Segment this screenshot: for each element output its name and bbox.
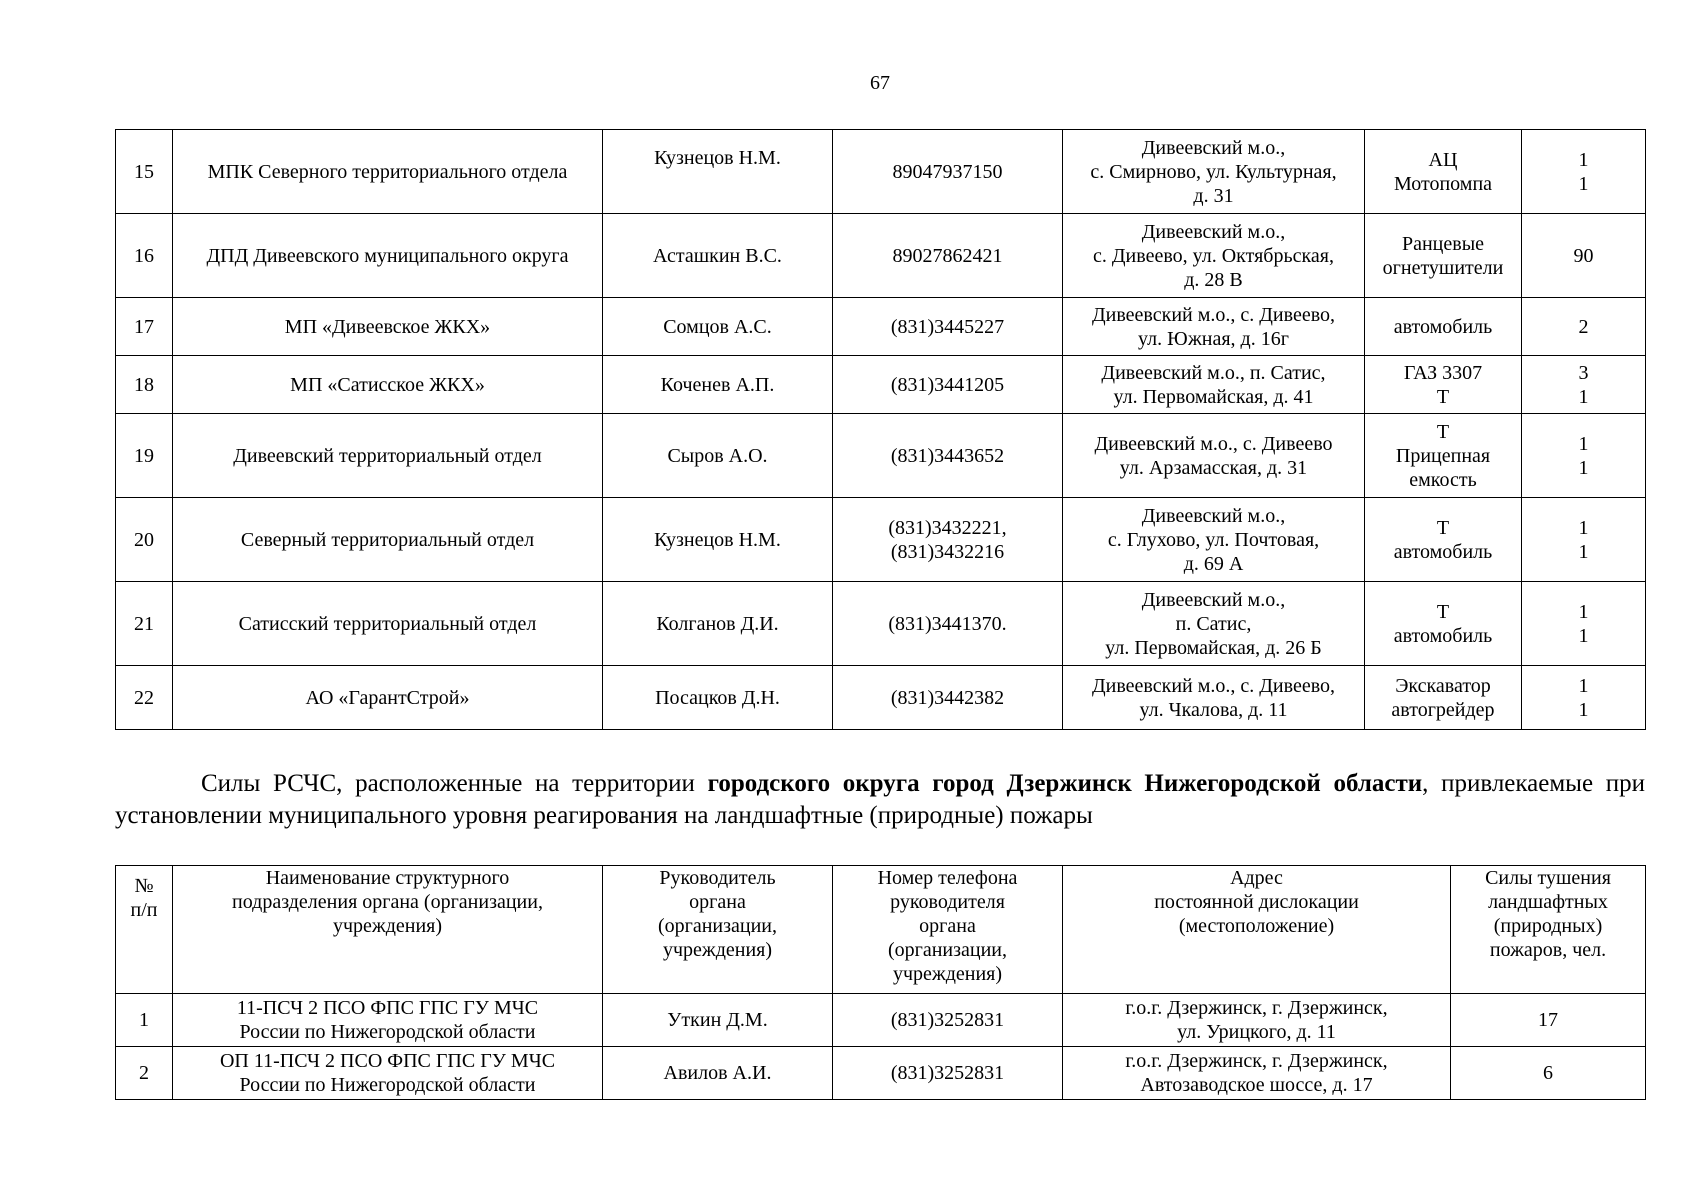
paragraph-text-start: Силы РСЧС, расположенные на территории <box>201 770 708 797</box>
row-number: 21 <box>116 582 173 666</box>
forces-count: 17 <box>1451 994 1646 1047</box>
address: г.о.г. Дзержинск, г. Дзержинск, ул. Урицкого, д. 11 <box>1063 994 1451 1047</box>
table-row <box>116 414 1646 498</box>
quantity: 2 <box>1522 298 1646 356</box>
organization-name: Северный территориальный отдел <box>173 498 603 582</box>
phone: 89027862421 <box>833 214 1063 298</box>
equipment: ГАЗ 3307 Т <box>1365 356 1522 414</box>
table-row <box>116 582 1646 666</box>
phone: (831)3445227 <box>833 298 1063 356</box>
header-forces: Силы тушения ландшафтных (природных) пожаров, чел. <box>1451 866 1646 994</box>
row-number: 18 <box>116 356 173 414</box>
table-row <box>116 994 1646 1047</box>
table-row <box>116 298 1646 356</box>
phone: 89047937150 <box>833 130 1063 214</box>
head-name: Асташкин В.С. <box>603 214 833 298</box>
address: Дивеевский м.о., с. Глухово, ул. Почтовая, д. 69 А <box>1063 498 1365 582</box>
header-address: Адрес постоянной дислокации (местоположение) <box>1063 866 1451 994</box>
section-paragraph <box>115 768 1645 832</box>
quantity: 1 1 <box>1522 666 1646 730</box>
equipment: Т автомобиль <box>1365 582 1522 666</box>
head-name: Колганов Д.И. <box>603 582 833 666</box>
head-name: Кузнецов Н.М. <box>603 130 833 214</box>
phone: (831)3252831 <box>833 1047 1063 1100</box>
table-row <box>116 130 1646 214</box>
equipment: автомобиль <box>1365 298 1522 356</box>
table-row <box>116 1047 1646 1100</box>
equipment: Т Прицепная емкость <box>1365 414 1522 498</box>
row-number: 16 <box>116 214 173 298</box>
address: Дивеевский м.о., с. Дивеево ул. Арзамасская, д. 31 <box>1063 414 1365 498</box>
organization-name: АО «ГарантСтрой» <box>173 666 603 730</box>
address: Дивеевский м.о., с. Дивеево, ул. Октябрьская, д. 28 В <box>1063 214 1365 298</box>
header-name: Наименование структурного подразделения органа (организации, учреждения) <box>173 866 603 994</box>
head-name: Сыров А.О. <box>603 414 833 498</box>
equipment: Т автомобиль <box>1365 498 1522 582</box>
organization-name: МП «Сатисское ЖКХ» <box>173 356 603 414</box>
head-name: Авилов А.И. <box>603 1047 833 1100</box>
resources-table-diveevo <box>115 129 1646 730</box>
quantity: 90 <box>1522 214 1646 298</box>
row-number: 1 <box>116 994 173 1047</box>
row-number: 17 <box>116 298 173 356</box>
paragraph-text-end: , привлекаемые при установлении муниципального уровня реагирования на ландшафтные (природные) пожары <box>115 770 1645 829</box>
forces-count: 6 <box>1451 1047 1646 1100</box>
phone: (831)3432221, (831)3432216 <box>833 498 1063 582</box>
equipment: Экскаватор автогрейдер <box>1365 666 1522 730</box>
table-header-row <box>116 866 1646 994</box>
row-number: 22 <box>116 666 173 730</box>
table-row <box>116 214 1646 298</box>
head-name: Сомцов А.С. <box>603 298 833 356</box>
table-row <box>116 356 1646 414</box>
address: Дивеевский м.о., п. Сатис, ул. Первомайская, д. 41 <box>1063 356 1365 414</box>
organization-name: Сатисский территориальный отдел <box>173 582 603 666</box>
quantity: 1 1 <box>1522 130 1646 214</box>
phone: (831)3443652 <box>833 414 1063 498</box>
row-number: 19 <box>116 414 173 498</box>
address: Дивеевский м.о., с. Смирново, ул. Культурная, д. 31 <box>1063 130 1365 214</box>
row-number: 2 <box>116 1047 173 1100</box>
quantity: 1 1 <box>1522 498 1646 582</box>
address: г.о.г. Дзержинск, г. Дзержинск, Автозаводское шоссе, д. 17 <box>1063 1047 1451 1100</box>
phone: (831)3442382 <box>833 666 1063 730</box>
head-name: Уткин Д.М. <box>603 994 833 1047</box>
address: Дивеевский м.о., с. Дивеево, ул. Чкалова, д. 11 <box>1063 666 1365 730</box>
header-number: № п/п <box>116 866 173 994</box>
phone: (831)3441370. <box>833 582 1063 666</box>
organization-name: Дивеевский территориальный отдел <box>173 414 603 498</box>
quantity: 3 1 <box>1522 356 1646 414</box>
address: Дивеевский м.о., п. Сатис, ул. Первомайская, д. 26 Б <box>1063 582 1365 666</box>
organization-name: ДПД Дивеевского муниципального округа <box>173 214 603 298</box>
address: Дивеевский м.о., с. Дивеево, ул. Южная, д. 16г <box>1063 298 1365 356</box>
paragraph-bold-text: городского округа город Дзержинск Нижегородской области <box>707 770 1423 797</box>
page-number: 67 <box>870 72 890 94</box>
phone: (831)3441205 <box>833 356 1063 414</box>
row-number: 15 <box>116 130 173 214</box>
quantity: 1 1 <box>1522 414 1646 498</box>
head-name: Кузнецов Н.М. <box>603 498 833 582</box>
table-row <box>116 666 1646 730</box>
phone: (831)3252831 <box>833 994 1063 1047</box>
head-name: Посацков Д.Н. <box>603 666 833 730</box>
quantity: 1 1 <box>1522 582 1646 666</box>
row-number: 20 <box>116 498 173 582</box>
equipment: АЦ Мотопомпа <box>1365 130 1522 214</box>
organization-name: МПК Северного территориального отдела <box>173 130 603 214</box>
header-head: Руководитель органа (организации, учреждения) <box>603 866 833 994</box>
resources-table-dzerzhinsk <box>115 865 1646 1100</box>
head-name: Коченев А.П. <box>603 356 833 414</box>
table-row <box>116 498 1646 582</box>
organization-name: ОП 11-ПСЧ 2 ПСО ФПС ГПС ГУ МЧС России по Нижегородской области <box>173 1047 603 1100</box>
organization-name: МП «Дивеевское ЖКХ» <box>173 298 603 356</box>
equipment: Ранцевые огнетушители <box>1365 214 1522 298</box>
header-phone: Номер телефона руководителя органа (организации, учреждения) <box>833 866 1063 994</box>
organization-name: 11-ПСЧ 2 ПСО ФПС ГПС ГУ МЧС России по Нижегородской области <box>173 994 603 1047</box>
